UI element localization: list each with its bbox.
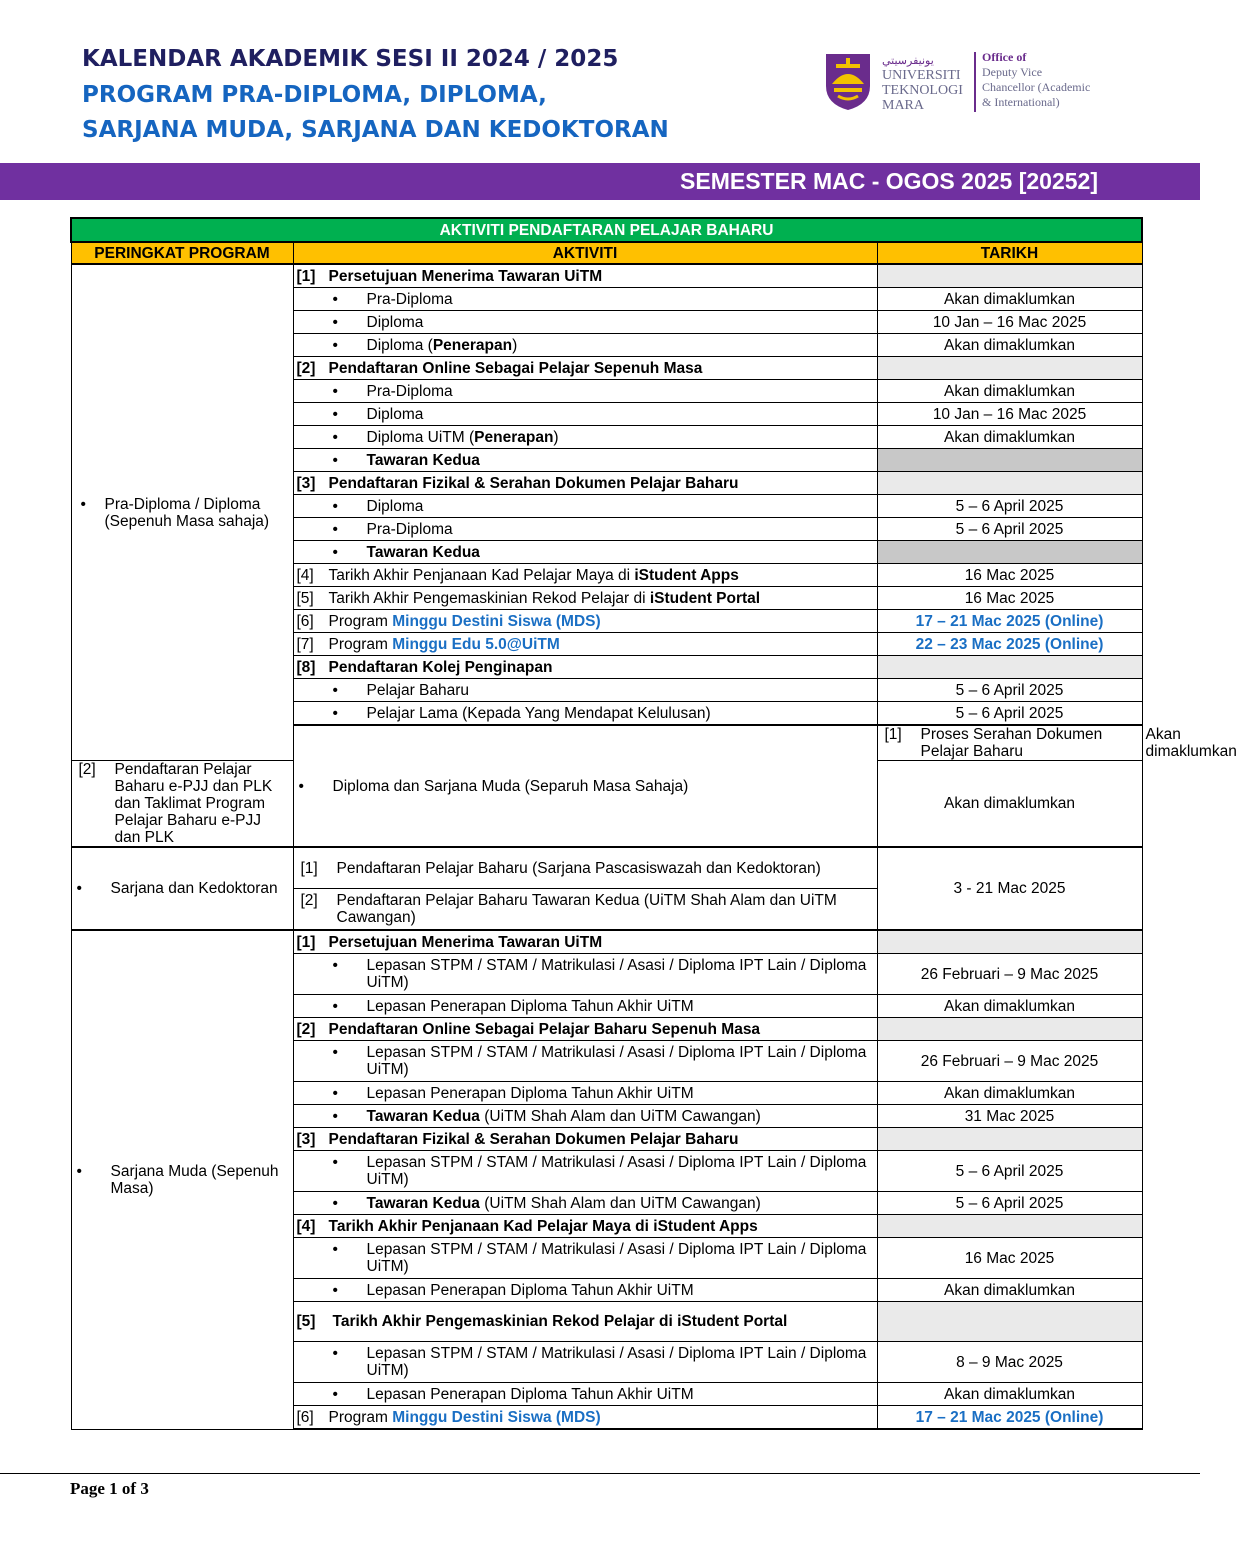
table-row: • Diploma 10 Jan – 16 Mac 2025 bbox=[71, 311, 1142, 334]
section-title: Pendaftaran Kolej Penginapan bbox=[328, 658, 553, 676]
table-row: • Diploma 5 – 6 April 2025 bbox=[71, 495, 1142, 518]
table-row: [5] Tarikh Akhir Pengemaskinian Rekod Pelajar di iStudent Portal 16 Mac 2025 bbox=[71, 587, 1142, 610]
section-title: Pendaftaran Fizikal & Serahan Dokumen Pelajar Baharu bbox=[328, 474, 739, 492]
table-row: • Lepasan STPM / STAM / Matrikulasi / Asasi / Diploma IPT Lain / Diploma UiTM) 26 Februari – 9 Mac 2025 bbox=[71, 954, 1142, 995]
table-caption: AKTIVITI PENDAFTARAN PELAJAR BAHARU bbox=[71, 218, 1142, 242]
table-row: • Lepasan Penerapan Diploma Tahun Akhir UiTM Akan dimaklumkan bbox=[71, 1279, 1142, 1302]
section-title: Persetujuan Menerima Tawaran UiTM bbox=[328, 267, 603, 285]
table-row: • Pra-Diploma 5 – 6 April 2025 bbox=[71, 518, 1142, 541]
office-line-4: & International) bbox=[982, 95, 1060, 109]
col-header-level: PERINGKAT PROGRAM bbox=[71, 242, 293, 264]
uitm-logo: ﯾﻮﻧﯿﻔﺮﺳﯿﺘﻲ UNIVERSITI TEKNOLOGI MARA Office of Deputy Vice Chancellor (Academic & International) bbox=[822, 50, 1122, 116]
col-header-date: TARIKH bbox=[877, 242, 1142, 264]
page-number: Page 1 of 3 bbox=[70, 1479, 149, 1498]
level-cell: • Sarjana dan Kedoktoran bbox=[71, 847, 293, 930]
footer-divider bbox=[0, 1473, 1200, 1474]
table-row: • Tawaran Kedua (UiTM Shah Alam dan UiTM Cawangan) 31 Mac 2025 bbox=[71, 1105, 1142, 1128]
uni-line-3: MARA bbox=[882, 98, 925, 113]
table-row: [7] Program Minggu Edu 5.0@UiTM 22 – 23 Mac 2025 (Online) bbox=[71, 633, 1142, 656]
table-row: [6] Program Minggu Destini Siswa (MDS) 17 – 21 Mac 2025 (Online) bbox=[71, 610, 1142, 633]
table-row: • Diploma 10 Jan – 16 Mac 2025 bbox=[71, 403, 1142, 426]
table-row: [2] Pendaftaran Pelajar Baharu Tawaran Kedua (UiTM Shah Alam dan UiTM Cawangan) bbox=[71, 889, 1142, 931]
uitm-crest-icon bbox=[822, 50, 874, 112]
level-cell: • Pra-Diploma / Diploma (Sepenuh Masa sahaja) bbox=[71, 264, 293, 761]
level-cell: • Diploma dan Sarjana Muda (Separuh Masa Sahaja) bbox=[293, 725, 877, 847]
level-label: Pra-Diploma / Diploma (Sepenuh Masa sahaja) bbox=[104, 495, 270, 530]
table-row: • Diploma UiTM (Penerapan) Akan dimaklumkan bbox=[71, 426, 1142, 449]
section-title: Pendaftaran Online Sebagai Pelajar Sepenuh Masa bbox=[328, 359, 703, 377]
table-row: [4] Tarikh Akhir Penjanaan Kad Pelajar Maya di iStudent Apps 16 Mac 2025 bbox=[71, 564, 1142, 587]
office-line-2: Deputy Vice bbox=[982, 65, 1043, 79]
table-row: • Pelajar Baharu 5 – 6 April 2025 bbox=[71, 679, 1142, 702]
uni-line-2: TEKNOLOGI bbox=[882, 83, 963, 98]
table-row: • Diploma dan Sarjana Muda (Separuh Masa Sahaja) [1] Proses Serahan Dokumen Pelajar Baharu Akan dimaklumkan bbox=[71, 725, 1142, 761]
table-row: • Lepasan STPM / STAM / Matrikulasi / Asasi / Diploma IPT Lain / Diploma UiTM) 8 – 9 Mac 2025 bbox=[71, 1342, 1142, 1383]
table-row: • Lepasan STPM / STAM / Matrikulasi / Asasi / Diploma IPT Lain / Diploma UiTM) 26 Februari – 9 Mac 2025 bbox=[71, 1041, 1142, 1082]
semester-band bbox=[0, 163, 1200, 200]
title-line-3: SARJANA MUDA, SARJANA DAN KEDOKTORAN bbox=[82, 117, 669, 143]
table-row: • Pra-Diploma Akan dimaklumkan bbox=[71, 288, 1142, 311]
table-row: • Tawaran Kedua bbox=[71, 449, 1142, 472]
table-row: [6] Program Minggu Destini Siswa (MDS) 17 – 21 Mac 2025 (Online) bbox=[71, 1406, 1142, 1430]
office-line-3: Chancellor (Academic bbox=[982, 80, 1091, 94]
office-line-1: Office of bbox=[982, 50, 1027, 64]
table-row: • Pra-Diploma Akan dimaklumkan bbox=[71, 380, 1142, 403]
table-row: • Lepasan STPM / STAM / Matrikulasi / Asasi / Diploma IPT Lain / Diploma UiTM) 5 – 6 April 2025 bbox=[71, 1151, 1142, 1192]
level-label: Diploma dan Sarjana Muda (Separuh Masa Sahaja) bbox=[332, 777, 689, 795]
title-line-1: KALENDAR AKADEMIK SESI II 2024 / 2025 bbox=[82, 46, 619, 72]
uni-line-1: UNIVERSITI bbox=[882, 68, 961, 83]
table-row: • Diploma (Penerapan) Akan dimaklumkan bbox=[71, 334, 1142, 357]
level-label: Sarjana Muda (Sepenuh Masa) bbox=[110, 1162, 279, 1197]
table-row: • Lepasan STPM / STAM / Matrikulasi / Asasi / Diploma IPT Lain / Diploma UiTM) 16 Mac 2025 bbox=[71, 1238, 1142, 1279]
table-row: • Sarjana dan Kedoktoran [1] Pendaftaran Pelajar Baharu (Sarjana Pascasiswazah dan Kedoktoran) 3 - 21 Mac 2025 bbox=[71, 847, 1142, 889]
registration-table: AKTIVITI PENDAFTARAN PELAJAR BAHARU PERINGKAT PROGRAM AKTIVITI TARIKH • Pra-Diploma / Diploma (Sepenuh Masa sahaja) [1] Persetujuan Menerima Tawaran UiTM • Pra-Diploma Akan dimaklumkan • Diploma 10 Jan – 16 Mac 2025 • Diploma (Penerapan) Akan dimaklumkan [2] Pendaftaran Online Sebagai Pelajar Sepenuh Masa • Pra-Diploma Akan dimaklumkan • Diploma 10 Jan – 16 Mac 2025 • Diploma UiTM (Penerapan) Akan dimaklumkan • Tawaran Kedua [3] Pendaftaran Fizikal & Serahan Dokumen Pelajar Baharu • Diploma 5 – 6 April 2025 • Pra-Diploma 5 – 6 April 2025 • Tawaran Kedua [4] Tarikh Akhir Penjanaan Kad Pelajar Maya di iStudent Apps 16 Mac 2025 [5] Tarikh Akhir Pengemaskinian Rekod Pelajar di iStudent Portal 16 Mac 2025 [6] Program Minggu Destini Siswa (MDS) 17 – 21 Mac 2025 (Online) [7] Program Minggu Edu 5.0@UiTM 22 – 23 Mac 2025 (Online) [8] Pendaftaran Kolej Penginapan • Pelajar Baharu 5 – 6 April 2025 • Pelajar Lama (Kepada Yang Mendapat Kelulusan) 5 – 6 April 2025 • Diploma dan Sarjana Muda (Separuh Masa Sahaja) [1] Proses Serahan Dokumen Pelajar Baharu Akan dimaklumkan [2] Pendaftaran Pelajar Baharu e-PJJ dan PLK dan Taklimat Program Pelajar Baharu e-PJJ dan PLK Akan dimaklumkan • Sarjana dan Kedoktoran [1] Pendaftaran Pelajar Baharu (Sarjana Pascasiswazah dan Kedoktoran) 3 - 21 Mac 2025 [2] Pendaftaran Pelajar Baharu Tawaran Kedua (UiTM Shah Alam dan UiTM Cawangan) • Sarjana Muda (Sepenuh Masa) [1] Persetujuan Menerima Tawaran UiTM • Lepasan STPM / STAM / Matrikulasi / Asasi / Diploma IPT Lain / Diploma UiTM) 26 Februari – 9 Mac 2025 • Lepasan Penerapan Diploma Tahun Akhir UiTM Akan dimaklumkan [2] Pendaftaran Online Sebagai Pelajar Baharu Sepenuh Masa • Lepasan STPM / STAM / Matrikulasi / Asasi / Diploma IPT Lain / Diploma UiTM) 26 Februari – 9 Mac 2025 • Lepasan Penerapan Diploma Tahun Akhir UiTM Akan dimaklumkan • Tawaran Kedua (UiTM Shah Alam dan UiTM Cawangan) 31 Mac 2025 [3] Pendaftaran Fizikal & Serahan Dokumen Pelajar Baharu • Lepasan STPM / STAM / Matrikulasi / Asasi / Diploma IPT Lain / Diploma UiTM) 5 – 6 April 2025 • Tawaran Kedua (UiTM Shah Alam dan UiTM Cawangan) 5 – 6 April 2025 [4] Tarikh Akhir Penjanaan Kad Pelajar Maya di iStudent Apps • Lepasan STPM / STAM / Matrikulasi / Asasi / Diploma IPT Lain / Diploma UiTM) 16 Mac 2025 • Lepasan Penerapan Diploma Tahun Akhir UiTM Akan dimaklumkan [5] Tarikh Akhir Pengemaskinian Rekod Pelajar di iStudent Portal • Lepasan STPM / STAM / Matrikulasi / Asasi / Diploma IPT Lain / Diploma UiTM) 8 – 9 Mac 2025 • Lepasan Penerapan Diploma Tahun Akhir UiTM Akan dimaklumkan [6] Program Minggu Destini Siswa (MDS) 17 – 21 Mac 2025 (Online) bbox=[70, 217, 1143, 1430]
level-cell: • Sarjana Muda (Sepenuh Masa) bbox=[71, 930, 293, 1429]
table-row: • Lepasan Penerapan Diploma Tahun Akhir UiTM Akan dimaklumkan bbox=[71, 995, 1142, 1018]
title-line-2: PROGRAM PRA-DIPLOMA, DIPLOMA, bbox=[82, 82, 547, 108]
logo-divider bbox=[974, 52, 976, 112]
table-row: • Tawaran Kedua (UiTM Shah Alam dan UiTM Cawangan) 5 – 6 April 2025 bbox=[71, 1192, 1142, 1215]
table-row: [2] Pendaftaran Pelajar Baharu e-PJJ dan PLK dan Taklimat Program Pelajar Baharu e-PJJ dan PLK Akan dimaklumkan bbox=[71, 761, 1142, 848]
table-row: • Tawaran Kedua bbox=[71, 541, 1142, 564]
col-header-activity: AKTIVITI bbox=[293, 242, 877, 264]
table-row: • Lepasan Penerapan Diploma Tahun Akhir UiTM Akan dimaklumkan bbox=[71, 1383, 1142, 1406]
semester-title: SEMESTER MAC - OGOS 2025 [20252] bbox=[680, 168, 1098, 194]
table-row: • Lepasan Penerapan Diploma Tahun Akhir UiTM Akan dimaklumkan bbox=[71, 1082, 1142, 1105]
table-row: • Pelajar Lama (Kepada Yang Mendapat Kelulusan) 5 – 6 April 2025 bbox=[71, 702, 1142, 726]
level-label: Sarjana dan Kedoktoran bbox=[110, 880, 278, 897]
